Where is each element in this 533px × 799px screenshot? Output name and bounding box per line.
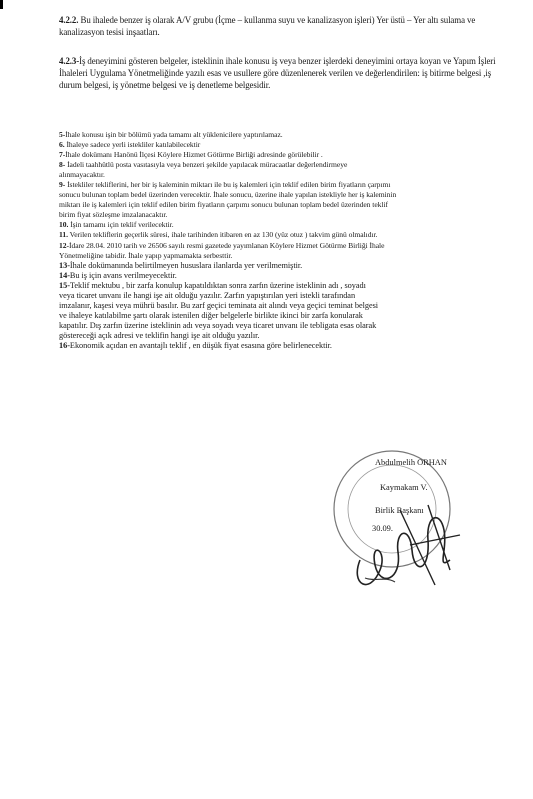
term-line [59,301,499,311]
term-text: Yönetmeliğine tabidir. İhale yapıp yapmamakta serbesttir. [59,250,233,260]
term-text: İhale konusu işin bir bölümü yada tamamı alt yüklenicilere yaptırılamaz. [65,130,283,139]
term-line [59,170,499,180]
term-number: 8- [59,160,66,170]
section-number: 4.2.3- [59,56,80,66]
term-line [59,281,499,291]
term-number: 12- [59,240,69,250]
term-number: 7- [59,150,66,160]
term-number: 6. [59,140,65,150]
term-line [59,251,499,261]
term-line [59,341,499,351]
term-line [59,230,499,240]
term-line [59,220,499,230]
term-text: miktarı ile iş kalemleri için teklif edilen birim fiyatların çarpımı sonucu bulunan toplam bedel üzerinden teklif [59,200,389,210]
term-line [59,261,499,271]
term-text: alınmayacaktır. [59,170,105,180]
term-line [59,180,499,190]
signer-title: Kaymakam V. [380,483,428,492]
term-number: 9- [59,180,66,190]
term-number: 16- [59,340,70,350]
term-text: imzalanır, kaşesi veya mührü basılır. Bu zarf geçici teminata ait alındı veya geçici teminat belgesi [59,300,379,310]
term-text: Ekonomik açıdan en avantajlı teklif , en düşük fiyat esasına göre belirlenecektir. [69,340,332,350]
section-text: Bu ihalede benzer iş olarak A/V grubu (İçme – kullanma suyu ve kanalizasyon işleri) Yer üstü – Yer altı sulama ve kanalizasyon tesisi inşaatları. [59,15,476,37]
term-text: Verilen tekliflerin geçerlik süresi, ihale tarihinden itibaren en az 130 (yüz otuz ) takvim günü olmalıdır. [67,230,378,240]
term-line [59,130,499,140]
term-text: Teklif mektubu , bir zarfa konulup kapatıldıktan sonra zarfın üzerine isteklinin adı , soyadı [69,280,366,290]
term-text: İşin tamamı için teklif verilecektir. [68,220,174,230]
signature-date: 30.09. [372,524,393,533]
term-text: İdare 28.04. 2010 tarih ve 26506 sayılı resmi gazetede yayımlanan Köylere Hizmet Götürme Birliği İhale [68,240,385,250]
handwritten-signature [340,490,470,600]
term-text: veya ticaret unvanı ile hangi işe ait olduğu yazılır. Zarfın yapıştırılan yeri istekli tarafından [59,290,356,300]
scan-corner-mark [0,0,3,9]
term-number: 11. [59,230,68,240]
term-number: 15- [59,280,70,290]
term-number: 10. [59,220,69,230]
signer-name: Abdulmelih ORHAN [375,458,447,467]
term-line [59,190,499,200]
section-text: İş deneyimini gösteren belgeler, isteklinin ihale konusu iş veya benzer işlerdeki deneyimini ortaya koyan ve Yapım İşleri İhaleleri Uygulama Yönetmeliğinde yazılı esas ve usullere göre düzenlenerek verilen ve değerlendirilen: iş bitirme belgesi ,iş durum belgesi, iş yönetme belgesi ve iş denetleme belgesidir. [59,56,496,90]
term-line [59,311,499,321]
tender-terms-list [59,130,499,351]
term-text: birim fiyat sözleşme imzalanacaktır. [59,210,168,220]
term-text: ve ihaleye katılabilme şartı olarak istenilen diğer belgelerle birlikte ikinci bir zarfa konularak [59,310,363,320]
term-line [59,291,499,301]
term-text: sonucu bulunan toplam bedel üzerinden verecektir. İhale sonucu, üzerine ihale yapılan istekliyle her iş kaleminin [59,190,397,200]
term-line [59,200,499,210]
term-text: İhale dokümanı Hanönü İlçesi Köylere Hizmet Götürme Birliği adresinde görülebilir . [65,150,323,160]
term-text: İadeli taahhütlü posta vasıtasıyla veya benzeri şekilde yapılacak müracaatlar değerlendirmeye [65,160,348,170]
term-line [59,160,499,170]
term-line [59,150,499,160]
term-number: 13- [59,260,70,270]
term-text: Bu iş için avans verilmeyecektir. [69,270,177,280]
term-number: 5- [59,130,66,139]
term-text: kapatılır. Dış zarfın üzerine isteklinin adı veya soyadı veya ticaret unvanı ile tebligata esas olarak [59,320,377,330]
term-line [59,241,499,251]
term-line [59,210,499,220]
term-text: İhaleye sadece yerli istekliler katılabilecektir [64,140,201,150]
term-line [59,140,499,150]
term-text: göstereceği açık adresi ve teklifin hangi işe ait olduğu yazılır. [59,330,260,340]
term-text: İhale dokümanında belirtilmeyen hususlara ilanlarda yer verilmemiştir. [69,260,303,270]
term-number: 14- [59,270,70,280]
term-text: İstekliler tekliflerini, her bir iş kaleminin miktarı ile bu iş kalemleri için teklif edilen birim fiyatların çarpımı [65,180,391,190]
term-line [59,331,499,341]
signer-union-title: Birlik Başkanı [375,506,424,515]
term-line [59,271,499,281]
section-4-2-3 [59,56,499,91]
section-4-2-2 [59,14,499,38]
term-line [59,321,499,331]
section-number: 4.2.2. [59,15,79,25]
